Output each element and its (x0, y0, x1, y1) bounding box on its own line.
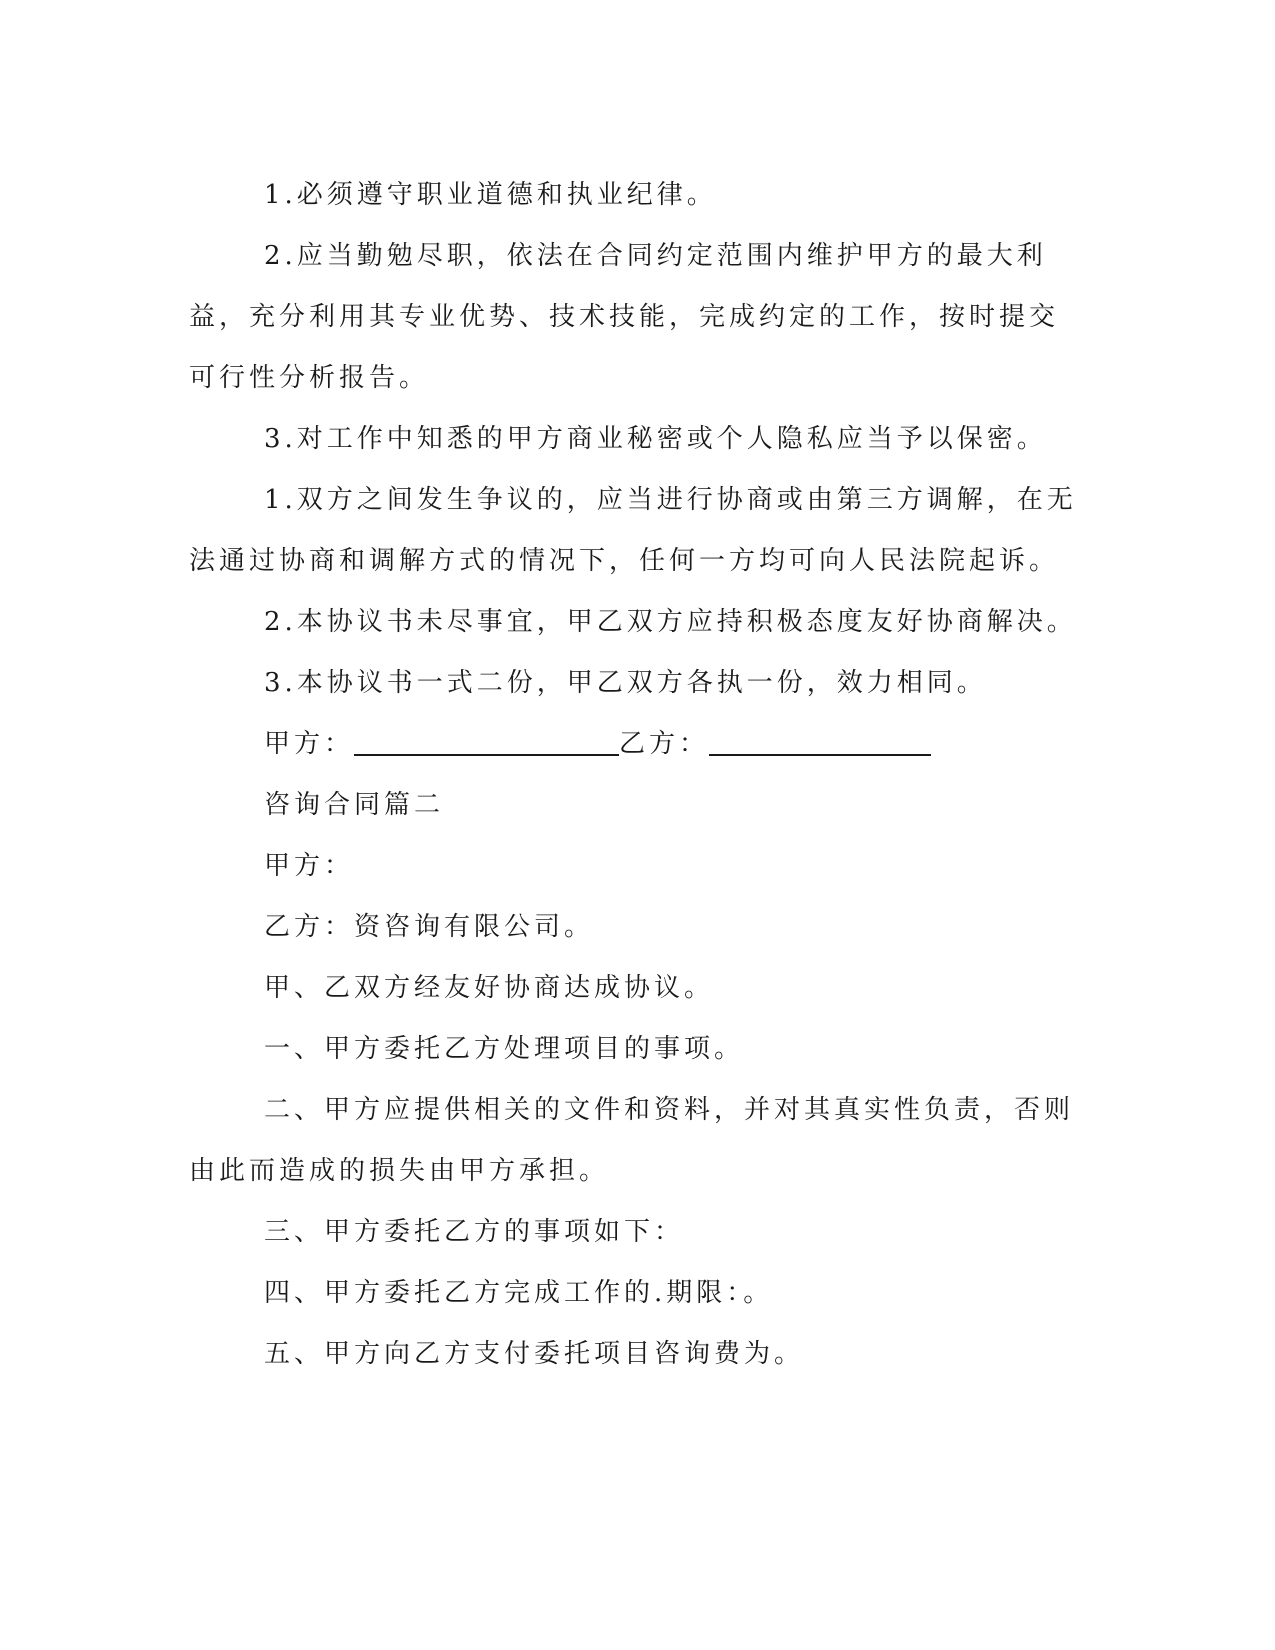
paragraph-diligence: 2.应当勤勉尽职，依法在合同约定范围内维护甲方的最大利益，充分利用其专业优势、技术技能，完成约定的工作，按时提交可行性分析报告。 (189, 241, 1060, 393)
paragraph-dispute: 1.双方之间发生争议的，应当进行协商或由第三方调解，在无法通过协商和调解方式的情况下，任何一方均可向人民法院起诉。 (189, 485, 1077, 576)
clause-five: 五、甲方向乙方支付委托项目咨询费为。 (264, 1339, 805, 1369)
party-b-label: 乙方： (619, 729, 710, 759)
clause-one: 一、甲方委托乙方处理项目的事项。 (264, 1034, 745, 1064)
paragraph-agreement: 甲、乙双方经友好协商达成协议。 (264, 973, 715, 1003)
paragraph-confidentiality: 3.对工作中知悉的甲方商业秘密或个人隐私应当予以保密。 (264, 424, 1047, 454)
party-a-line: 甲方： (264, 851, 355, 881)
clause-three: 三、甲方委托乙方的事项如下： (264, 1217, 685, 1247)
paragraph-unresolved-matters: 2.本协议书未尽事宜，甲乙双方应持积极态度友好协商解决。 (264, 607, 1077, 637)
party-b-line: 乙方：资咨询有限公司。 (264, 912, 595, 942)
paragraph-ethics: 1.必须遵守职业道德和执业纪律。 (264, 180, 717, 210)
signature-line (189, 714, 1079, 775)
document-body (189, 165, 1079, 1385)
party-a-label: 甲方： (264, 729, 355, 759)
clause-two: 二、甲方应提供相关的文件和资料，并对其真实性负责，否则由此而造成的损失由甲方承担。 (189, 1095, 1075, 1186)
clause-four: 四、甲方委托乙方完成工作的.期限：。 (264, 1278, 774, 1308)
party-a-signature-blank (354, 754, 619, 756)
paragraph-copies: 3.本协议书一式二份，甲乙双方各执一份，效力相同。 (264, 668, 987, 698)
party-b-signature-blank (709, 754, 931, 756)
section-title: 咨询合同篇二 (264, 790, 445, 820)
